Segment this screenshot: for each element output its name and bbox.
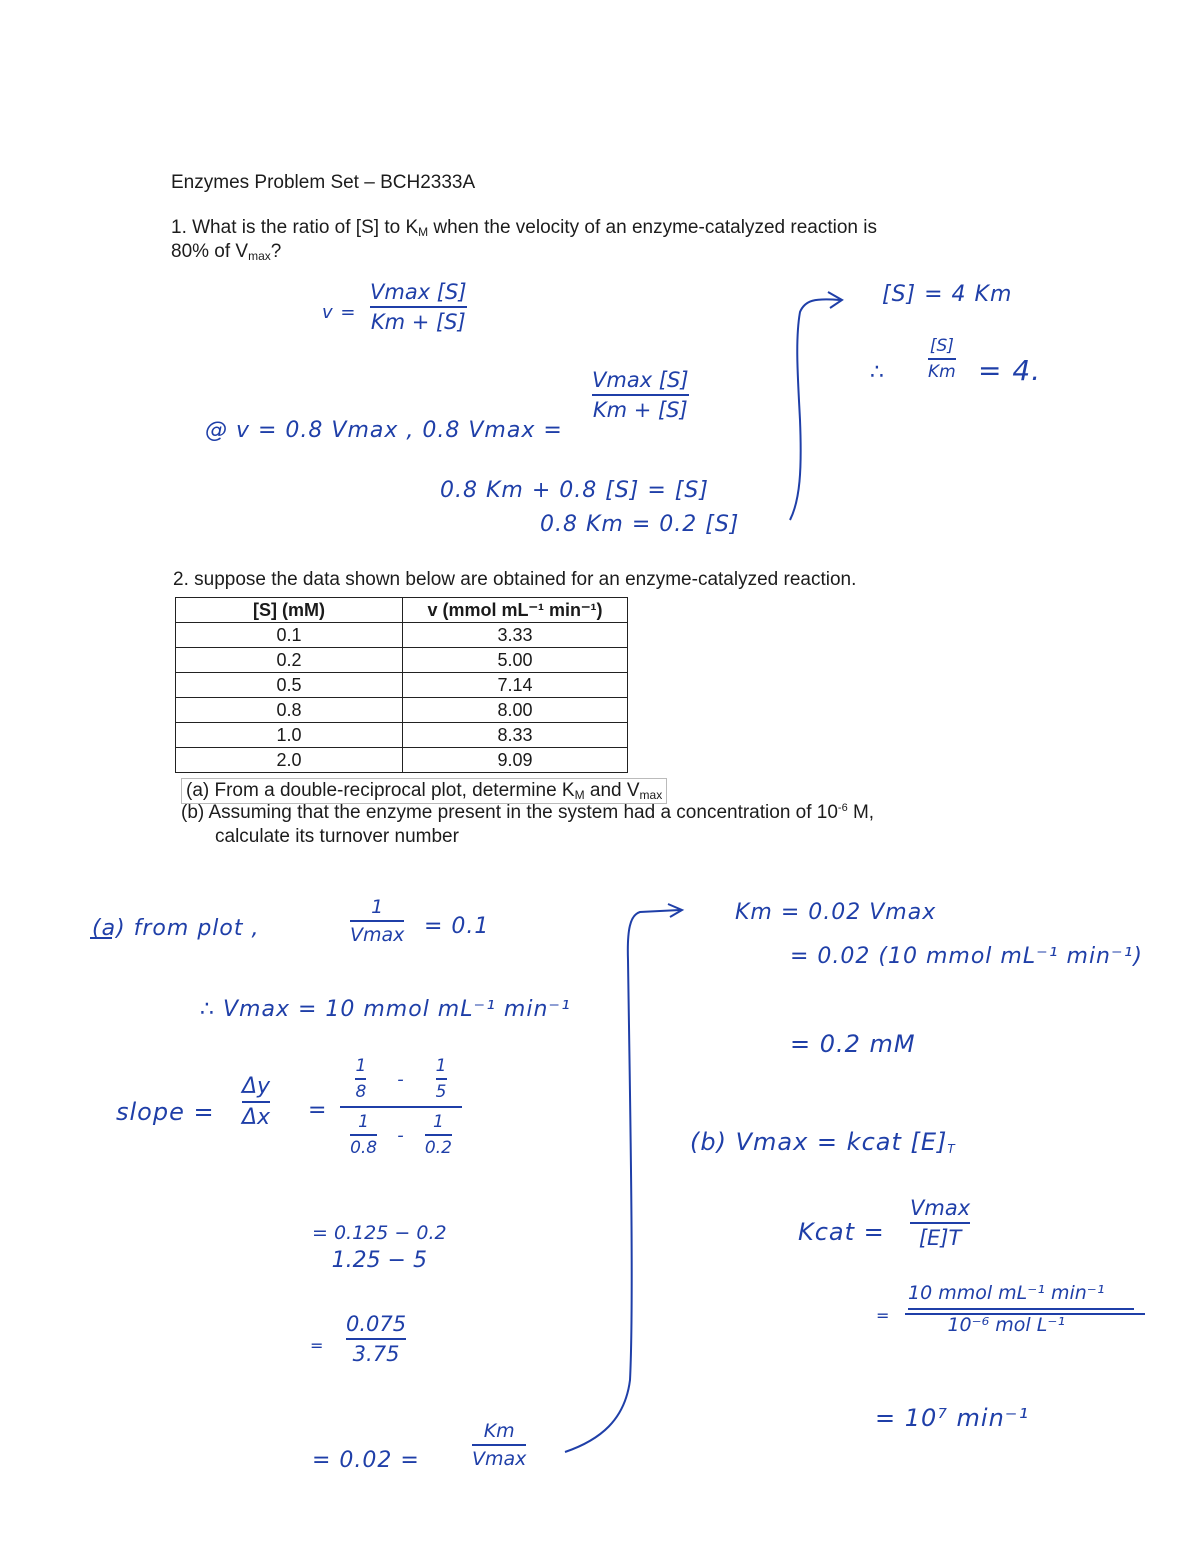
answer-2a-label: (a) from plot , — [92, 916, 260, 941]
part-b-text-1: (b) Assuming that the enzyme present in the system had a concentration of 10 — [181, 802, 838, 823]
step-2-denominator: 1.25 − 5 — [331, 1248, 427, 1273]
part-a-km-subscript: M — [574, 788, 585, 802]
kcat-denominator: [E]T — [918, 1226, 962, 1250]
q1-bracket-line — [790, 299, 840, 520]
therefore-symbol-1: ∴ — [870, 360, 885, 385]
slope-label: slope = — [116, 1098, 215, 1126]
km-line-2: = 0.02 (10 mmol mL⁻¹ min⁻¹) — [790, 944, 1144, 969]
table-cell-s: 0.8 — [176, 698, 403, 723]
kcat-equals-2: = — [876, 1306, 891, 1325]
mm-denominator: Km + [S] — [370, 310, 466, 334]
part-b-text-2: M, — [847, 802, 875, 823]
table-cell-s: 1.0 — [176, 723, 403, 748]
kcat-numerator: Vmax — [910, 1196, 971, 1220]
table-cell-s: 0.5 — [176, 673, 403, 698]
question-2-intro: 2. suppose the data shown below are obtained for an enzyme-catalyzed reaction. — [173, 569, 857, 590]
kcat-values-numerator: 10 mmol mL⁻¹ min⁻¹ — [908, 1282, 1105, 1304]
column-header-velocity: v (mmol mL⁻¹ min⁻¹) — [403, 598, 628, 623]
frac-num: 1 — [432, 1112, 444, 1132]
minus-sign: - — [397, 1068, 405, 1090]
frac-num: 1 — [435, 1056, 447, 1076]
kcat-label: Kcat = — [798, 1218, 885, 1246]
page-title: Enzymes Problem Set – BCH2333A — [171, 172, 476, 193]
inverse-vmax-denominator: Vmax — [350, 924, 405, 946]
question-1-text-b: when the velocity of an enzyme-catalyzed reaction is — [428, 217, 877, 238]
result-s-equals-4km: [S] = 4 Km — [882, 282, 1013, 307]
column-header-substrate: [S] (mM) — [176, 598, 403, 623]
mm-numerator: Vmax [S] — [370, 280, 467, 304]
answer-2b-text: (b) Vmax = kcat [E] — [690, 1128, 948, 1156]
step-3-numerator: 0.075 — [346, 1312, 407, 1336]
ratio-denominator: Km — [928, 362, 956, 382]
frac-den: 5 — [435, 1082, 447, 1102]
dy-numerator: Δy — [242, 1074, 271, 1099]
frac-den: 0.8 — [350, 1138, 378, 1158]
slope-step-3-equals: = — [310, 1336, 325, 1355]
frac-den: 0.2 — [424, 1138, 452, 1158]
sub-numerator: Vmax [S] — [592, 368, 689, 392]
table-cell-s: 2.0 — [176, 748, 403, 773]
table-cell-v: 8.00 — [403, 698, 628, 723]
inverse-vmax-value: = 0.1 — [424, 914, 490, 939]
question-1-text-a: 1. What is the ratio of [S] to K — [171, 217, 419, 238]
part-a-text-1: (a) From a double-reciprocal plot, determine K — [186, 780, 575, 801]
step-2-numerator: = 0.125 − 0.2 — [312, 1222, 447, 1244]
km-subscript: M — [418, 225, 429, 239]
part-b-exponent: -6 — [837, 802, 848, 814]
vmax-result: ∴ Vmax = 10 mmol mL⁻¹ min⁻¹ — [200, 997, 571, 1022]
km-line-3: = 0.2 mM — [790, 1030, 916, 1058]
table-cell-s: 0.2 — [176, 648, 403, 673]
kcat-values-denominator: 10⁻⁶ mol L⁻¹ — [947, 1314, 1065, 1336]
frac-num: 1 — [355, 1056, 367, 1076]
table-cell-v: 9.09 — [403, 748, 628, 773]
table-cell-v: 5.00 — [403, 648, 628, 673]
table-cell-v: 3.33 — [403, 623, 628, 648]
at-velocity-line: @ v = 0.8 Vmax , 0.8 Vmax = — [205, 418, 563, 443]
part-a-vmax-subscript: max — [639, 788, 663, 802]
sub-denominator: Km + [S] — [592, 398, 688, 422]
ratio-numerator: [S] — [929, 336, 954, 356]
frac-den: 8 — [355, 1082, 367, 1102]
km-numerator: Km — [483, 1420, 515, 1442]
part-a-text-2: and V — [584, 780, 640, 801]
vmax-subscript: max — [248, 249, 271, 263]
mm-v-label: v = — [322, 302, 357, 323]
ratio-value: = 4. — [978, 354, 1042, 387]
turnover-number-result: = 10⁷ min⁻¹ — [875, 1404, 1030, 1432]
slope-step-4: = 0.02 = — [312, 1448, 420, 1473]
q2-bracket-line — [565, 910, 680, 1452]
km-line-1: Km = 0.02 Vmax — [735, 900, 937, 925]
algebra-step-2: 0.8 Km = 0.2 [S] — [540, 512, 740, 537]
answer-2b-subscript: T — [947, 1142, 956, 1156]
question-1-text-c: 80% of V — [171, 241, 249, 262]
frac-num: 1 — [358, 1112, 369, 1132]
slope-equals: = — [308, 1098, 328, 1123]
algebra-step-1: 0.8 Km + 0.8 [S] = [S] — [440, 478, 709, 503]
question-1-text-d: ? — [270, 241, 282, 262]
dx-denominator: Δx — [242, 1105, 271, 1130]
part-b-text-3: calculate its turnover number — [215, 825, 459, 847]
step-3-denominator: 3.75 — [352, 1342, 400, 1366]
table-cell-s: 0.1 — [176, 623, 403, 648]
vmax-denominator: Vmax — [472, 1448, 527, 1470]
inverse-vmax-numerator: 1 — [371, 896, 384, 918]
table-cell-v: 8.33 — [403, 723, 628, 748]
table-cell-v: 7.14 — [403, 673, 628, 698]
minus-sign: - — [397, 1124, 405, 1146]
